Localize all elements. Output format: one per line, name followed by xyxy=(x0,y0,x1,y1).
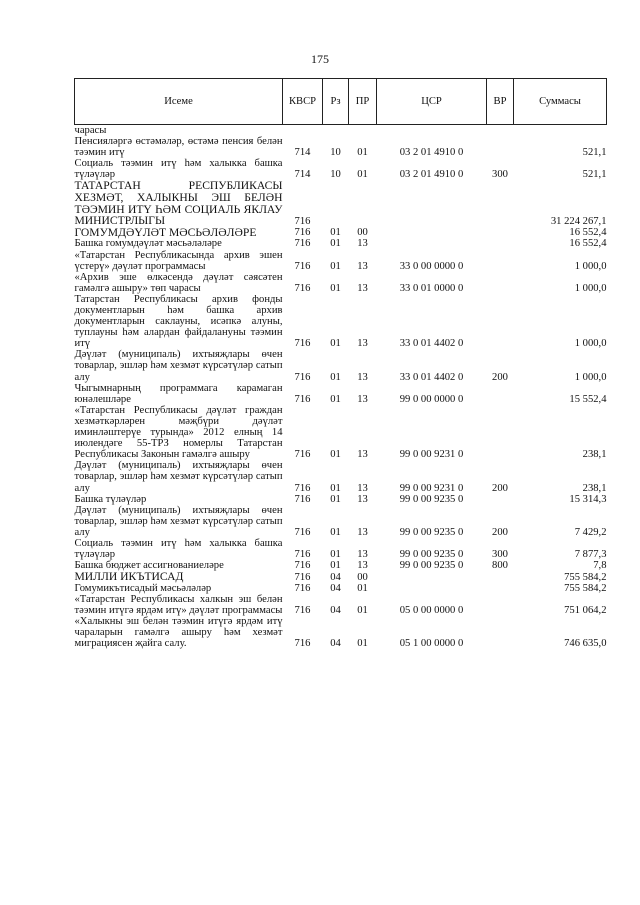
cell-kvsr: 716 xyxy=(294,227,311,239)
cell-rz: 04 xyxy=(330,638,341,650)
cell-kvsr: 716 xyxy=(294,549,311,561)
table-row xyxy=(75,349,607,382)
cell-vr xyxy=(487,180,514,226)
cell-name: «Архив эше өлкəсендə дəүлəт сəясəтен гамəлгə ашыру» төп чарасы xyxy=(74,271,283,294)
cell-name: Башка гомумдəүлəт мəсьəлəлəре xyxy=(74,238,222,250)
cell-pr: 13 xyxy=(357,371,368,383)
cell-csr: 99 0 00 9235 0 xyxy=(399,493,464,505)
cell-sum: 1 000,0 xyxy=(574,371,607,383)
cell-rz: 01 xyxy=(330,560,341,572)
cell-csr: 33 0 01 0000 0 xyxy=(399,282,464,294)
cell-pr: 01 xyxy=(357,605,368,617)
cell-vr xyxy=(487,238,514,249)
cell-csr xyxy=(377,180,487,226)
cell-kvsr: 716 xyxy=(294,638,311,650)
cell-name: «Халыкны эш белəн тəэмин итүгə ярдəм итү чараларын гамəлгə ашыру һəм хезмəт миграциясен җайга салу. xyxy=(74,616,283,650)
cell-rz: 01 xyxy=(330,526,341,538)
cell-kvsr: 716 xyxy=(294,260,311,272)
cell-pr: 13 xyxy=(357,282,368,294)
cell-vr xyxy=(487,272,514,294)
cell-pr: 13 xyxy=(357,482,368,494)
cell-name: «Татарстан Республикасы халкын эш белəн тəэмин итүгə ярдəм итү» дəүлəт программасы xyxy=(74,593,283,617)
cell-pr: 13 xyxy=(357,449,368,461)
cell-name: Пенсиялəргə өстəмəлəр, өстəмə пенсия белəн тəэмин итү xyxy=(74,136,283,159)
cell-pr: 00 xyxy=(357,227,368,239)
cell-kvsr: 716 xyxy=(294,482,311,494)
table-row xyxy=(75,136,607,158)
cell-sum: 521,1 xyxy=(582,169,607,181)
cell-vr xyxy=(487,494,514,505)
table-row xyxy=(75,571,607,583)
cell-name: Гомумикътисадый мəсьəлəлəр xyxy=(74,582,212,594)
cell-kvsr: 716 xyxy=(294,571,311,583)
cell-csr: 05 1 00 0000 0 xyxy=(399,638,464,650)
cell-kvsr: 716 xyxy=(294,338,311,350)
table-row xyxy=(75,250,607,272)
cell-kvsr: 716 xyxy=(294,215,311,227)
cell-name: Дəүлəт (муниципаль) ихтыяҗлары өчен товарлар, эшлəр һəм хезмəт күрсəтүлəр сатып алу xyxy=(74,460,283,494)
cell-pr: 13 xyxy=(357,238,368,250)
cell-rz: 01 xyxy=(330,449,341,461)
table-row xyxy=(75,180,607,226)
cell-name: ГОМУМДƏҮЛƏТ МƏСЬƏЛƏЛƏРЕ xyxy=(74,225,257,239)
cell-rz: 01 xyxy=(330,393,341,405)
cell-pr: 01 xyxy=(357,582,368,594)
cell-pr: 13 xyxy=(357,549,368,561)
cell-vr xyxy=(487,227,514,239)
cell-kvsr: 716 xyxy=(294,449,311,461)
cell-rz xyxy=(323,125,349,137)
table-row xyxy=(75,158,607,180)
cell-name: Башка бюджет ассигнованиелəре xyxy=(74,560,224,572)
cell-csr: 33 0 00 0000 0 xyxy=(399,260,464,272)
table-row xyxy=(75,405,607,460)
cell-pr: 13 xyxy=(357,393,368,405)
header-vr: ВР xyxy=(487,79,514,125)
cell-sum: 238,1 xyxy=(582,449,607,461)
cell-kvsr xyxy=(283,125,323,137)
cell-name: «Татарстан Республикасында архив эшен үстерү» дəүлəт программасы xyxy=(74,249,283,272)
budget-table xyxy=(74,78,607,649)
cell-vr xyxy=(487,405,514,460)
table-row xyxy=(75,227,607,239)
cell-csr: 33 0 01 4402 0 xyxy=(399,338,464,350)
cell-rz: 01 xyxy=(330,482,341,494)
cell-vr xyxy=(487,294,514,349)
cell-pr: 13 xyxy=(357,338,368,350)
cell-pr: 13 xyxy=(357,560,368,572)
cell-name: чарасы xyxy=(74,125,107,136)
cell-csr: 03 2 01 4910 0 xyxy=(399,147,464,159)
cell-csr xyxy=(377,571,487,583)
header-pr: ПР xyxy=(349,79,377,125)
cell-csr: 03 2 01 4910 0 xyxy=(399,169,464,181)
cell-rz: 01 xyxy=(330,371,341,383)
cell-kvsr: 716 xyxy=(294,393,311,405)
cell-csr xyxy=(377,238,487,249)
cell-rz: 01 xyxy=(330,282,341,294)
cell-vr: 200 xyxy=(492,482,508,494)
table-row xyxy=(75,460,607,493)
table-row xyxy=(75,538,607,560)
cell-name: Дəүлəт (муниципаль) ихтыяҗлары өчен товарлар, эшлəр һəм хезмəт күрсəтүлəр сатып алу xyxy=(74,504,283,538)
cell-name: «Татарстан Республикасы дəүлəт граждан хезмəткəрлəрен мəҗбүри дəүлəт иминлəштерүе турында» 2012 елның 14 июлендəге 55-ТРЗ номерлы Татарстан Республикасы Законын гамəлгə ашыру xyxy=(74,404,283,461)
cell-csr: 05 0 00 0000 0 xyxy=(399,605,464,617)
cell-pr: 01 xyxy=(357,169,368,181)
cell-vr xyxy=(487,571,514,583)
cell-vr xyxy=(487,136,514,158)
cell-rz: 10 xyxy=(330,147,341,159)
cell-csr: 99 0 00 0000 0 xyxy=(399,393,464,405)
cell-kvsr: 714 xyxy=(294,169,311,181)
cell-kvsr: 716 xyxy=(294,560,311,572)
cell-vr xyxy=(487,250,514,272)
cell-kvsr: 714 xyxy=(294,147,311,159)
table-row xyxy=(75,583,607,594)
table-row xyxy=(75,383,607,405)
cell-name: ТАТАРСТАН РЕСПУБЛИКАСЫ ХЕЗМƏТ, ХАЛЫКНЫ ЭШ БЕЛƏН ТƏЭМИН ИТҮ ҺƏМ СОЦИАЛЬ ЯКЛАУ МИНИСТРЛЫГЫ xyxy=(74,179,283,228)
cell-pr: 00 xyxy=(357,571,368,583)
table-row xyxy=(75,616,607,649)
cell-rz: 01 xyxy=(330,260,341,272)
cell-sum xyxy=(514,125,607,137)
cell-name: Чыгымнарның программага карамаган юнəлешлəре xyxy=(74,382,283,405)
cell-sum: 31 224 267,1 xyxy=(550,215,607,227)
cell-vr: 200 xyxy=(492,526,508,538)
cell-vr: 300 xyxy=(492,549,508,561)
cell-sum: 1 000,0 xyxy=(574,260,607,272)
cell-rz: 01 xyxy=(330,549,341,561)
cell-sum: 1 000,0 xyxy=(574,282,607,294)
cell-csr: 99 0 00 9231 0 xyxy=(399,449,464,461)
cell-sum: 1 000,0 xyxy=(574,338,607,350)
page-number: 175 xyxy=(311,52,329,66)
table-body xyxy=(75,125,607,650)
cell-pr: 01 xyxy=(357,147,368,159)
cell-pr: 13 xyxy=(357,493,368,505)
cell-pr xyxy=(349,125,377,137)
cell-rz: 01 xyxy=(330,493,341,505)
table-row xyxy=(75,272,607,294)
cell-pr: 01 xyxy=(357,638,368,650)
cell-rz: 10 xyxy=(330,169,341,181)
cell-csr: 99 0 00 9231 0 xyxy=(399,482,464,494)
cell-vr xyxy=(487,616,514,649)
cell-pr xyxy=(349,180,377,226)
cell-kvsr: 716 xyxy=(294,493,311,505)
cell-kvsr: 716 xyxy=(294,371,311,383)
cell-rz: 04 xyxy=(330,582,341,594)
cell-rz: 01 xyxy=(330,238,341,250)
cell-sum: 15 552,4 xyxy=(569,393,607,405)
cell-name: Башка түлəүлəр xyxy=(74,493,147,505)
cell-sum: 238,1 xyxy=(582,482,607,494)
cell-sum: 16 552,4 xyxy=(569,227,607,239)
cell-vr: 800 xyxy=(492,560,508,572)
cell-rz: 04 xyxy=(330,571,341,583)
table-row xyxy=(75,125,607,137)
table-row xyxy=(75,494,607,505)
cell-name: МИЛЛИ ИКЪТИСАД xyxy=(74,570,184,584)
cell-pr: 13 xyxy=(357,260,368,272)
cell-kvsr: 716 xyxy=(294,526,311,538)
cell-name: Татарстан Республикасы архив фонды документларын һəм башка архив документларын саклауны, исəпкə алуны, туплауны һəм алардан файдалануны тəэмин итү xyxy=(74,293,283,350)
header-kvsr: КВСР xyxy=(283,79,323,125)
table-row xyxy=(75,594,607,616)
cell-kvsr: 716 xyxy=(294,582,311,594)
cell-sum: 755 584,2 xyxy=(564,571,607,583)
cell-rz: 04 xyxy=(330,605,341,617)
cell-csr: 99 0 00 9235 0 xyxy=(399,549,464,561)
cell-sum: 751 064,2 xyxy=(564,605,607,617)
cell-rz: 01 xyxy=(330,227,341,239)
cell-sum: 7 429,2 xyxy=(574,526,607,538)
cell-sum: 755 584,2 xyxy=(564,582,607,594)
cell-vr xyxy=(487,125,514,137)
header-name: Исеме xyxy=(75,79,283,125)
cell-vr xyxy=(487,583,514,594)
cell-csr: 99 0 00 9235 0 xyxy=(399,560,464,572)
table-header-row xyxy=(75,79,607,125)
cell-vr: 300 xyxy=(492,169,508,181)
cell-kvsr: 716 xyxy=(294,238,311,250)
cell-csr: 99 0 00 9235 0 xyxy=(399,526,464,538)
cell-kvsr: 716 xyxy=(294,282,311,294)
cell-name: Социаль тəэмин итү һəм халыкка башка түлəүлəр xyxy=(74,537,283,561)
cell-sum: 521,1 xyxy=(582,147,607,159)
cell-pr: 13 xyxy=(357,526,368,538)
cell-vr: 200 xyxy=(492,371,508,383)
table-row xyxy=(75,505,607,538)
cell-kvsr: 716 xyxy=(294,605,311,617)
cell-sum: 16 552,4 xyxy=(569,238,607,250)
cell-sum: 7 877,3 xyxy=(574,549,607,561)
table-row xyxy=(75,294,607,349)
cell-csr: 33 0 01 4402 0 xyxy=(399,371,464,383)
header-rz: Рз xyxy=(323,79,349,125)
header-csr: ЦСР xyxy=(377,79,487,125)
cell-csr xyxy=(377,227,487,239)
cell-name: Социаль тəэмин итү һəм халыкка башка түлəүлəр xyxy=(74,158,283,181)
cell-csr xyxy=(377,583,487,594)
cell-vr xyxy=(487,594,514,616)
cell-vr xyxy=(487,383,514,405)
header-sum: Суммасы xyxy=(514,79,607,125)
table-row xyxy=(75,238,607,249)
cell-sum: 746 635,0 xyxy=(564,638,607,650)
cell-rz xyxy=(323,180,349,226)
cell-rz: 01 xyxy=(330,338,341,350)
cell-sum: 15 314,3 xyxy=(569,493,607,505)
cell-sum: 7,8 xyxy=(593,560,607,572)
cell-csr xyxy=(377,125,487,137)
cell-name: Дəүлəт (муниципаль) ихтыяҗлары өчен товарлар, эшлəр һəм хезмəт күрсəтүлəр сатып алу xyxy=(74,349,283,383)
